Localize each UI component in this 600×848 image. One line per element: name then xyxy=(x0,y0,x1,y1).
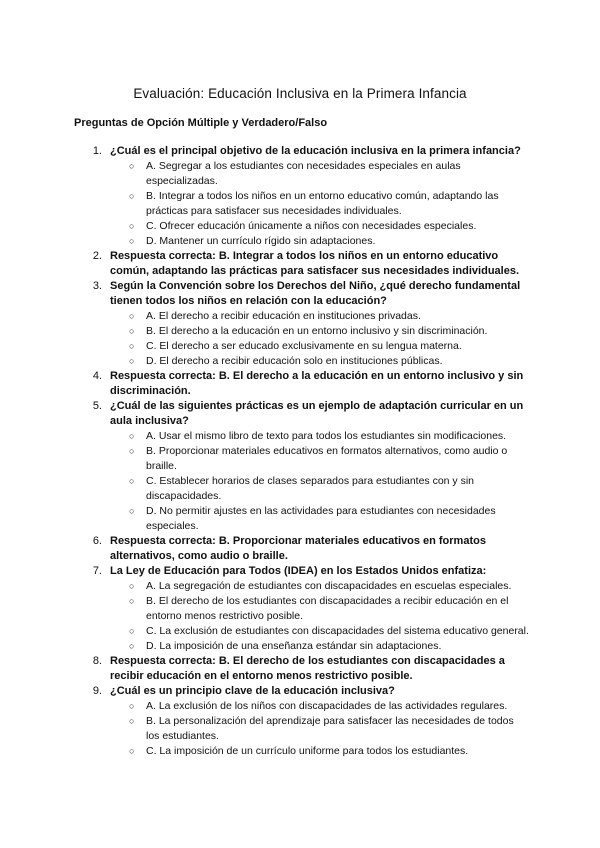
question-number: 5. xyxy=(92,400,102,412)
question-number: 6. xyxy=(92,535,102,547)
question-text: Respuesta correcta: B. El derecho a la educación en un entorno inclusivo y sin discriminación. xyxy=(110,370,524,397)
option-text: B. Integrar a todos los niños en un entorno educativo común, adaptando las prácticas para satisfacer sus necesidades individuales. xyxy=(146,190,499,217)
page-title: Evaluación: Educación Inclusiva en la Primera Infancia xyxy=(133,86,467,101)
question-item xyxy=(0,564,600,654)
circle-bullet-icon: ○ xyxy=(129,641,135,651)
option-item xyxy=(0,474,600,504)
question-item xyxy=(0,684,600,759)
option-item xyxy=(0,219,600,234)
option-text: B. Proporcionar materiales educativos en formatos alternativos, como audio o braille. xyxy=(146,445,508,472)
option-list xyxy=(0,699,600,759)
question-item xyxy=(0,249,600,279)
option-text: C. La exclusión de estudiantes con discapacidades del sistema educativo general. xyxy=(146,625,529,637)
question-number: 2. xyxy=(92,250,102,262)
question-number: 3. xyxy=(92,280,102,292)
option-item xyxy=(0,639,600,654)
circle-bullet-icon: ○ xyxy=(129,431,135,441)
option-item xyxy=(0,339,600,354)
question-text: ¿Cuál es el principal objetivo de la educación inclusiva en la primera infancia? xyxy=(110,145,521,157)
circle-bullet-icon: ○ xyxy=(129,341,135,351)
question-item xyxy=(0,369,600,399)
circle-bullet-icon: ○ xyxy=(129,506,135,516)
question-text: Según la Convención sobre los Derechos del Niño, ¿qué derecho fundamental tienen todos los niños en relación con la educación? xyxy=(110,280,521,307)
option-item xyxy=(0,429,600,444)
option-list xyxy=(0,309,600,369)
section-heading: Preguntas de Opción Múltiple y Verdadero/Falso xyxy=(74,117,328,129)
circle-bullet-icon: ○ xyxy=(129,701,135,711)
question-text: Respuesta correcta: B. El derecho de los estudiantes con discapacidades a recibir educación en el entorno menos restrictivo posible. xyxy=(110,655,505,682)
option-text: C. Ofrecer educación únicamente a niños con necesidades especiales. xyxy=(146,220,477,232)
question-text: ¿Cuál es un principio clave de la educación inclusiva? xyxy=(110,685,395,697)
option-text: D. El derecho a recibir educación solo en instituciones públicas. xyxy=(146,355,443,367)
question-number: 9. xyxy=(92,685,102,697)
option-text: A. El derecho a recibir educación en instituciones privadas. xyxy=(146,310,421,322)
option-item xyxy=(0,594,600,624)
question-number: 7. xyxy=(92,565,102,577)
question-text: La Ley de Educación para Todos (IDEA) en los Estados Unidos enfatiza: xyxy=(110,565,487,577)
option-text: D. Mantener un currículo rígido sin adaptaciones. xyxy=(146,235,376,247)
option-item xyxy=(0,699,600,714)
question-item xyxy=(0,279,600,369)
circle-bullet-icon: ○ xyxy=(129,746,135,756)
circle-bullet-icon: ○ xyxy=(129,581,135,591)
option-item xyxy=(0,744,600,759)
question-list xyxy=(0,144,600,759)
circle-bullet-icon: ○ xyxy=(129,191,135,201)
question-item xyxy=(0,399,600,534)
option-text: A. Usar el mismo libro de texto para todos los estudiantes sin modificaciones. xyxy=(146,430,507,442)
question-number: 1. xyxy=(92,145,102,157)
option-item xyxy=(0,324,600,339)
option-text: A. La segregación de estudiantes con discapacidades en escuelas especiales. xyxy=(146,580,512,592)
question-item xyxy=(0,654,600,684)
option-text: D. La imposición de una enseñanza estándar sin adaptaciones. xyxy=(146,640,442,652)
option-item xyxy=(0,579,600,594)
question-number: 4. xyxy=(92,370,102,382)
option-item xyxy=(0,159,600,189)
option-list xyxy=(0,159,600,249)
circle-bullet-icon: ○ xyxy=(129,716,135,726)
circle-bullet-icon: ○ xyxy=(129,626,135,636)
option-item xyxy=(0,189,600,219)
option-list xyxy=(0,429,600,534)
circle-bullet-icon: ○ xyxy=(129,356,135,366)
option-text: B. El derecho de los estudiantes con discapacidades a recibir educación en el entorno menos restrictivo posible. xyxy=(146,595,509,622)
option-item xyxy=(0,624,600,639)
option-item xyxy=(0,444,600,474)
option-item xyxy=(0,714,600,744)
option-text: A. Segregar a los estudiantes con necesidades especiales en aulas especializadas. xyxy=(146,160,461,187)
option-text: D. No permitir ajustes en las actividades para estudiantes con necesidades especiales. xyxy=(146,505,496,532)
circle-bullet-icon: ○ xyxy=(129,446,135,456)
circle-bullet-icon: ○ xyxy=(129,596,135,606)
option-item xyxy=(0,504,600,534)
option-text: B. El derecho a la educación en un entorno inclusivo y sin discriminación. xyxy=(146,325,488,337)
option-item xyxy=(0,234,600,249)
circle-bullet-icon: ○ xyxy=(129,221,135,231)
question-item xyxy=(0,534,600,564)
circle-bullet-icon: ○ xyxy=(129,326,135,336)
question-number: 8. xyxy=(92,655,102,667)
question-text: ¿Cuál de las siguientes prácticas es un ejemplo de adaptación curricular en un aula inclusiva? xyxy=(110,400,524,427)
option-item xyxy=(0,354,600,369)
option-text: A. La exclusión de los niños con discapacidades de las actividades regulares. xyxy=(146,700,508,712)
circle-bullet-icon: ○ xyxy=(129,311,135,321)
question-text: Respuesta correcta: B. Integrar a todos los niños en un entorno educativo común, adaptando las prácticas para satisfacer sus necesidades individuales. xyxy=(110,250,519,277)
question-item xyxy=(0,144,600,249)
option-list xyxy=(0,579,600,654)
question-text: Respuesta correcta: B. Proporcionar materiales educativos en formatos alternativos, como audio o braille. xyxy=(110,535,486,562)
circle-bullet-icon: ○ xyxy=(129,236,135,246)
option-text: C. Establecer horarios de clases separados para estudiantes con y sin discapacidades. xyxy=(146,475,475,502)
option-text: C. La imposición de un currículo uniforme para todos los estudiantes. xyxy=(146,745,469,757)
circle-bullet-icon: ○ xyxy=(129,161,135,171)
option-text: B. La personalización del aprendizaje para satisfacer las necesidades de todos los estudiantes. xyxy=(146,715,514,742)
option-text: C. El derecho a ser educado exclusivamente en su lengua materna. xyxy=(146,340,462,352)
circle-bullet-icon: ○ xyxy=(129,476,135,486)
option-item xyxy=(0,309,600,324)
